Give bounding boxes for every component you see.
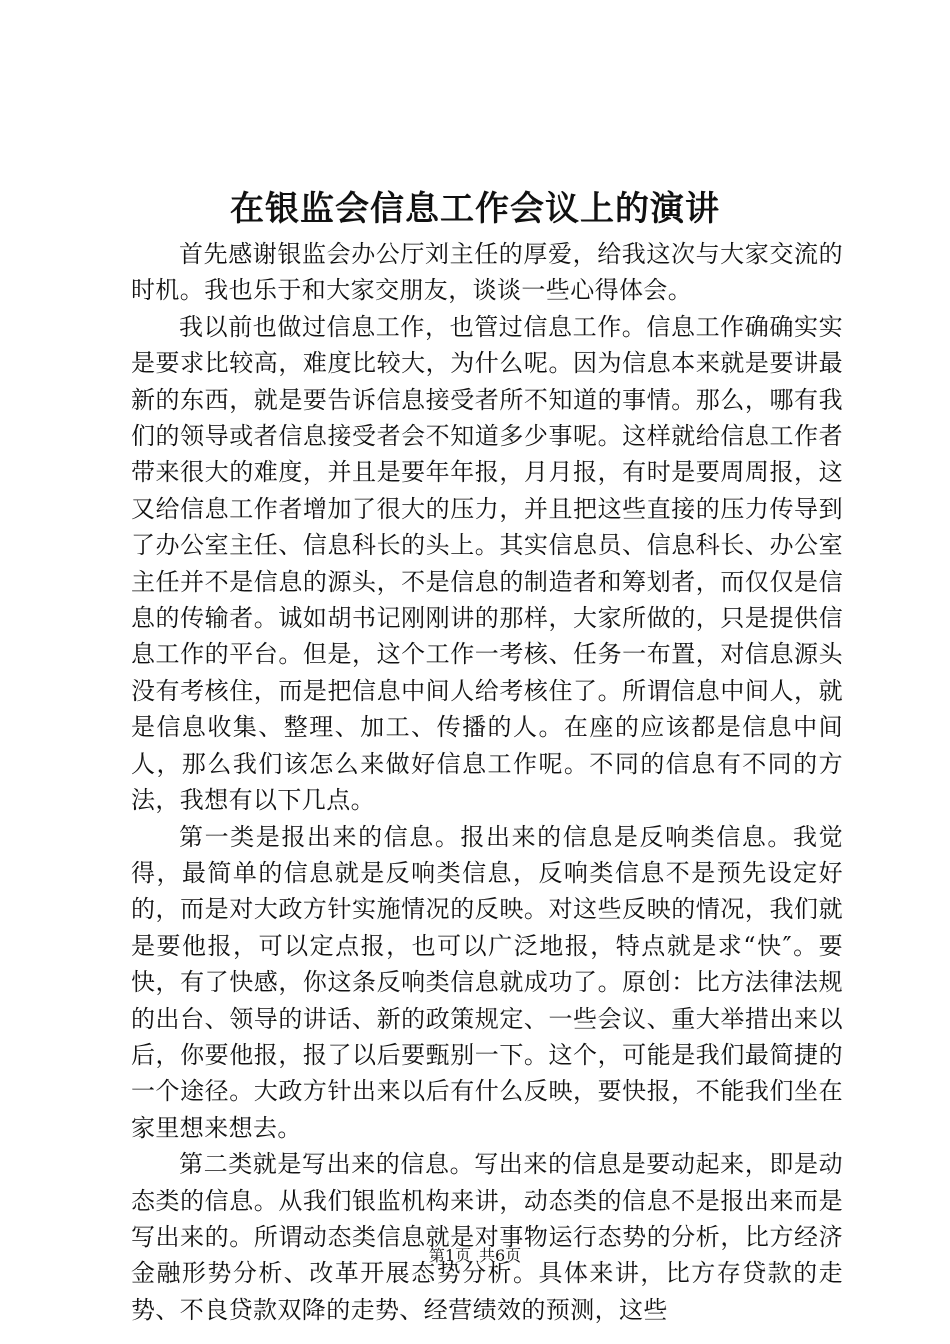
paragraph-4: 第二类就是写出来的信息。写出来的信息是要动起来，即是动态类的信息。从我们银监机构来讲，动态类的信息不是报出来而是写出来的。所谓动态类信息就是对事物运行态势的分析，比方经济金融形势分析、改革开展态势分析。具体来讲，比方存贷款的走势、不良贷款双降的走势、经营绩效的预测，这些 <box>131 1150 843 1324</box>
page-number: 第1页 <box>428 1246 471 1265</box>
paragraph-2: 我以前也做过信息工作，也管过信息工作。信息工作确确实实是要求比较高，难度比较大，为什么呢。因为信息本来就是要讲最新的东西，就是要告诉信息接受者所不知道的事情。那么，哪有我们的领导或者信息接受者会不知道多少事呢。这样就给信息工作者带来很大的难度，并且是要年年报，月月报，有时是要周周报，这又给信息工作者增加了很大的压力，并且把这些直接的压力传导到了办公室主任、信息科长的头上。其实信息员、信息科长、办公室主任并不是信息的源头，不是信息的制造者和筹划者，而仅仅是信息的传输者。诚如胡书记刚刚讲的那样，大家所做的，只是提供信息工作的平台。但是，这个工作一考核、任务一布置，对信息源头没有考核住，而是把信息中间人给考核住了。所谓信息中间人，就是信息收集、整理、加工、传播的人。在座的应该都是信息中间人，那么我们该怎么来做好信息工作呢。不同的信息有不同的方法，我想有以下几点。 <box>131 312 843 815</box>
page-total: 共6页 <box>479 1246 522 1265</box>
page-footer <box>0 1246 950 1266</box>
paragraph-1: 首先感谢银监会办公厅刘主任的厚爱，给我这次与大家交流的时机。我也乐于和大家交朋友，谈谈一些心得体会。 <box>131 240 843 305</box>
paragraph-3: 第一类是报出来的信息。报出来的信息是反响类信息。我觉得，最简单的信息就是反响类信息，反响类信息不是预先设定好的，而是对大政方针实施情况的反映。对这些反映的情况，我们就是要他报，可以定点报，也可以广泛地报，特点就是求“快″。要快，有了快感，你这条反响类信息就成功了。原创：比方法律法规的出台、领导的讲话、新的政策规定、一些会议、重大举措出来以后，你要他报，报了以后要甄别一下。这个，可能是我们最简捷的一个途径。大政方针出来以后有什么反映，要快报，不能我们坐在家里想来想去。 <box>131 822 843 1142</box>
document-title: 在银监会信息工作会议上的演讲 <box>230 189 720 229</box>
document-body <box>131 236 843 1328</box>
